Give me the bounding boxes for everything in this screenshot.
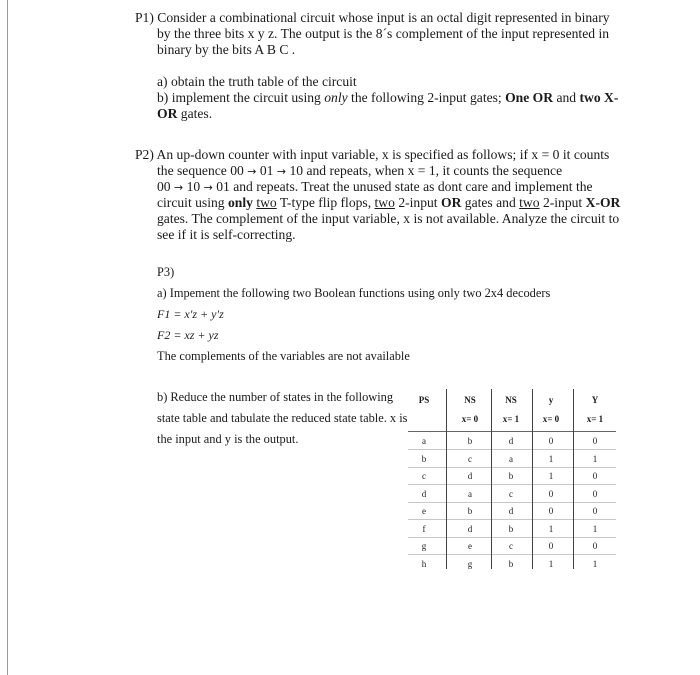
table-cell: 0 [592,488,598,499]
table-column-rule [532,389,533,569]
p1-part-a: a) obtain the truth table of the circuit [157,74,357,89]
table-cell: c [422,471,426,481]
table-cell: 1 [548,558,554,569]
table-cell: a [509,453,513,464]
table-cell: c [509,488,513,499]
p3-complements-note: The complements of the variables are not available [157,349,410,363]
table-cell: d [508,436,514,446]
table-cell: c [468,453,472,464]
table-cell: 0 [548,436,554,446]
table-cell: 0 [592,541,598,551]
table-row-rule [408,467,616,468]
p3-part-b-line-1: b) Reduce the number of states in the following [157,390,394,404]
table-row-rule [408,484,616,485]
table-cell: 0 [548,506,554,516]
table-header-sub: x= 0 [461,414,479,424]
p3-part-b-line-3: the input and y is the output. [157,432,299,446]
table-column-rule [573,389,574,569]
table-header-top: Y [591,395,599,405]
table-row-rule [408,502,616,503]
p2-line-4: circuit using only two T-type flip flops, two 2-input OR gates and two 2-input X-OR [157,195,621,210]
table-cell: d [508,506,514,516]
table-cell: 1 [592,523,598,534]
table-cell: 1 [592,453,598,464]
table-header-top: NS [464,395,476,405]
table-cell: d [467,471,473,481]
table-cell: g [467,558,473,569]
table-cell: 1 [548,453,554,464]
table-header-top: y [548,395,554,405]
page-edge-line [7,0,8,675]
table-column-rule [491,389,492,569]
table-cell: 0 [548,541,554,551]
table-header-sub: x= 0 [542,414,560,424]
table-cell: b [508,523,514,534]
table-row-rule [408,519,616,520]
p2-line-5: gates. The complement of the input variable, x is not available. Analyze the circuit to [157,211,620,226]
p2-line-3: 00 → 10 → 01 and repeats. Treat the unused state as dont care and implement the [157,179,593,194]
p3-f2: F2 = xz + yz [157,328,219,342]
p2-line-6: see if it is self-correcting. [157,227,296,242]
table-cell: b [508,471,514,481]
table-cell: 0 [592,471,598,481]
table-cell: b [421,453,427,464]
table-header-top: NS [505,395,517,405]
table-row-rule [408,554,616,555]
p2-line-2: the sequence 00 → 01 → 10 and repeats, when x = 1, it counts the sequence [157,163,563,178]
table-cell: b [508,558,514,569]
p3-part-b-line-2: state table and tabulate the reduced state table. x is [157,411,408,425]
p3-part-a: a) Impement the following two Boolean functions using only two 2x4 decoders [157,286,551,300]
p1-part-b-cont: OR gates. [157,106,213,121]
table-header-sub: x= 1 [586,414,604,424]
table-cell: e [422,506,426,516]
p1-line-2: by the three bits x y z. The output is the 8´s complement of the input represented in [157,26,610,41]
table-column-rule [446,389,447,569]
table-cell: d [421,488,427,499]
arrow-icon: → [203,181,213,194]
table-header-top: PS [418,395,430,405]
table-header-rule [408,431,616,432]
p3-f1: F1 = x′z + y′z [157,307,224,321]
arrow-icon: → [276,165,287,178]
table-cell: c [509,541,513,551]
table-cell: h [421,558,427,569]
table-header-sub: x= 1 [502,414,520,424]
table-cell: a [422,436,426,446]
table-cell: e [468,541,472,551]
table-cell: f [422,523,426,534]
table-cell: b [467,436,473,446]
p1-part-b: b) implement the circuit using only the following 2-input gates; One OR and two X- [157,90,619,105]
table-row-rule [408,537,616,538]
arrow-icon: → [247,165,257,178]
p2-line-1: P2) An up-down counter with input variable, x is specified as follows; if x = 0 it counts [135,147,610,162]
table-cell: b [467,506,473,516]
p1-line-3: binary by the bits A B C . [157,42,296,57]
p1-line-1: P1) Consider a combinational circuit whose input is an octal digit represented in binary [135,10,610,25]
table-cell: a [468,488,472,499]
table-cell: 1 [548,471,554,481]
state-table [408,389,616,569]
table-row-rule [408,449,616,450]
table-cell: 1 [548,523,554,534]
table-cell: 1 [592,558,598,569]
table-cell: 0 [548,488,554,499]
table-cell: g [421,541,427,551]
p3-label: P3) [157,265,175,279]
arrow-icon: → [174,181,184,194]
table-cell: 0 [592,436,598,446]
table-cell: 0 [592,506,598,516]
table-cell: d [467,523,473,534]
